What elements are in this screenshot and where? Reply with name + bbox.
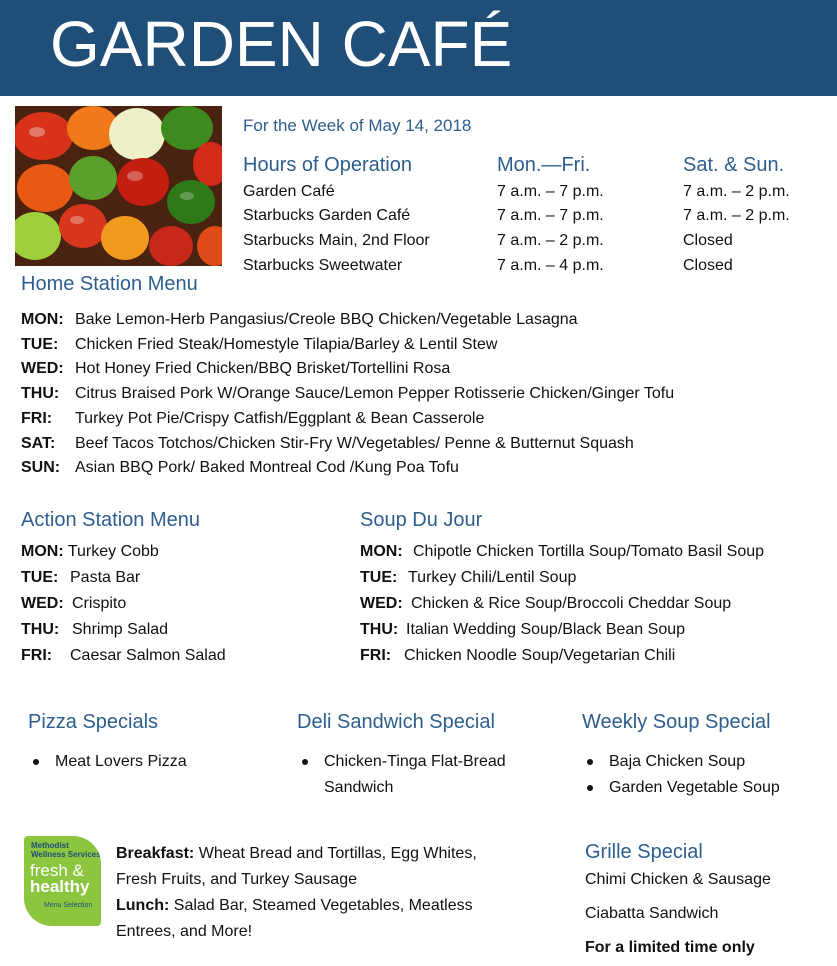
menu-items: Chicken & Rice Soup/Broccoli Cheddar Soup (411, 595, 732, 612)
peppers-photo (15, 106, 222, 266)
day-label: MON: (21, 311, 64, 328)
hours-weekend-heading: Sat. & Sun. (683, 154, 785, 176)
home-station-row (21, 410, 484, 428)
hours-location: Garden Café (243, 183, 335, 200)
lunch-text: Entrees, and More! (116, 923, 253, 940)
deli-heading: Deli Sandwich Special (297, 711, 495, 733)
deli-item-line: Chicken-Tinga Flat-Bread (324, 753, 506, 770)
lunch-line (116, 893, 477, 919)
deli-item (324, 749, 506, 801)
weekly-soup-item (609, 749, 745, 775)
home-station-row (21, 459, 459, 477)
weekly-soup-item (609, 775, 780, 801)
menu-items: Turkey Chili/Lentil Soup (408, 569, 577, 586)
hours-weekend: 7 a.m. – 2 p.m. (683, 183, 790, 200)
hours-weekday: 7 a.m. – 4 p.m. (497, 257, 604, 274)
day-label: TUE: (21, 336, 59, 353)
day-label: TUE: (21, 569, 59, 586)
menu-items: Asian BBQ Pork/ Baked Montreal Cod /Kung Poa Tofu (75, 459, 459, 476)
action-station-row (21, 595, 126, 613)
hours-weekday: 7 a.m. – 2 p.m. (497, 232, 604, 249)
bullet-icon (302, 759, 308, 765)
home-station-row (21, 360, 450, 378)
pizza-item-label: Meat Lovers Pizza (55, 753, 187, 770)
grille-note: For a limited time only (585, 939, 755, 956)
menu-items: Turkey Pot Pie/Crispy Catfish/Eggplant & Bean Casserole (75, 410, 485, 427)
logo-healthy: healthy (30, 877, 90, 896)
day-label: MON: (21, 543, 64, 560)
menu-items: Crispito (72, 595, 127, 612)
day-label: SUN: (21, 459, 61, 476)
home-station-row (21, 336, 497, 354)
action-station-row (21, 647, 226, 665)
soup-du-jour-row (360, 647, 675, 665)
logo-text (31, 841, 101, 859)
pizza-item (55, 749, 187, 775)
breakfast-text: Fresh Fruits, and Turkey Sausage (116, 871, 357, 888)
menu-items: Shrimp Salad (72, 621, 169, 638)
bullet-icon (33, 759, 39, 765)
home-station-row (21, 435, 634, 453)
menu-items: Hot Honey Fried Chicken/BBQ Brisket/Tortellini Rosa (75, 360, 451, 377)
action-station-row (21, 543, 159, 561)
day-label: SAT: (21, 435, 56, 452)
hours-weekend: 7 a.m. – 2 p.m. (683, 207, 790, 224)
breakfast-text: Wheat Bread and Tortillas, Egg Whites, (194, 845, 477, 862)
weekly-soup-item-label: Baja Chicken Soup (609, 753, 746, 770)
logo-line: Methodist (31, 841, 69, 850)
weekly-soup-item-label: Garden Vegetable Soup (609, 779, 780, 796)
cafe-title: GARDEN CAFÉ (50, 8, 513, 80)
pizza-heading: Pizza Specials (28, 711, 159, 733)
hours-location: Starbucks Garden Café (243, 207, 411, 224)
bullet-icon (587, 785, 593, 791)
day-label: FRI: (21, 647, 53, 664)
action-station-row (21, 569, 140, 587)
week-heading: For the Week of May 14, 2018 (243, 116, 472, 135)
menu-items: Italian Wedding Soup/Black Bean Soup (406, 621, 686, 638)
deli-item-line: Sandwich (324, 779, 394, 796)
menu-items: Caesar Salmon Salad (70, 647, 226, 664)
bullet-icon (587, 759, 593, 765)
breakfast-label: Breakfast: (116, 845, 195, 862)
day-label: THU: (21, 621, 60, 638)
header-banner (0, 0, 837, 96)
hours-location: Starbucks Sweetwater (243, 257, 403, 274)
menu-items: Citrus Braised Pork W/Orange Sauce/Lemon Pepper Rotisserie Chicken/Ginger Tofu (75, 385, 675, 402)
soup-du-jour-heading: Soup Du Jour (360, 509, 483, 531)
logo-fresh: fresh & (30, 861, 84, 880)
soup-du-jour-row (360, 621, 685, 639)
day-label: MON: (360, 543, 403, 560)
logo-line: Wellness Services (31, 850, 101, 859)
soup-du-jour-row (360, 543, 764, 561)
day-label: TUE: (360, 569, 398, 586)
menu-items: Bake Lemon-Herb Pangasius/Creole BBQ Chicken/Vegetable Lasagna (75, 311, 578, 328)
day-label: WED: (21, 360, 64, 377)
hours-weekday: 7 a.m. – 7 p.m. (497, 183, 604, 200)
lunch-label: Lunch: (116, 897, 170, 914)
hours-weekday-heading: Mon.—Fri. (497, 154, 591, 176)
menu-items: Beef Tacos Totchos/Chicken Stir-Fry W/Vegetables/ Penne & Butternut Squash (75, 435, 634, 452)
grille-line: Ciabatta Sandwich (585, 905, 719, 922)
menu-items: Chicken Noodle Soup/Vegetarian Chili (404, 647, 676, 664)
home-station-row (21, 311, 578, 329)
soup-du-jour-row (360, 569, 576, 587)
logo-menu: Menu Selection (44, 902, 93, 909)
menu-items: Chicken Fried Steak/Homestyle Tilapia/Barley & Lentil Stew (75, 336, 498, 353)
home-station-row (21, 385, 674, 403)
hours-weekend: Closed (683, 257, 733, 274)
lunch-text: Salad Bar, Steamed Vegetables, Meatless (169, 897, 473, 914)
hours-weekday: 7 a.m. – 7 p.m. (497, 207, 604, 224)
home-station-heading: Home Station Menu (21, 273, 198, 295)
grille-heading: Grille Special (585, 841, 703, 863)
action-station-heading: Action Station Menu (21, 509, 200, 531)
breakfast-line (116, 841, 477, 867)
day-label: THU: (360, 621, 399, 638)
breakfast-lunch-block (116, 841, 477, 945)
menu-items: Chipotle Chicken Tortilla Soup/Tomato Basil Soup (413, 543, 765, 560)
day-label: FRI: (360, 647, 392, 664)
hours-weekend: Closed (683, 232, 733, 249)
hours-location: Starbucks Main, 2nd Floor (243, 232, 430, 249)
menu-items: Turkey Cobb (67, 543, 159, 560)
action-station-row (21, 621, 168, 639)
day-label: WED: (360, 595, 403, 612)
day-label: FRI: (21, 410, 53, 427)
fresh-healthy-logo (24, 836, 101, 926)
hours-heading: Hours of Operation (243, 154, 412, 176)
grille-line: Chimi Chicken & Sausage (585, 871, 771, 888)
day-label: WED: (21, 595, 64, 612)
soup-du-jour-row (360, 595, 731, 613)
day-label: THU: (21, 385, 60, 402)
weekly-soup-heading: Weekly Soup Special (582, 711, 771, 733)
menu-items: Pasta Bar (70, 569, 141, 586)
